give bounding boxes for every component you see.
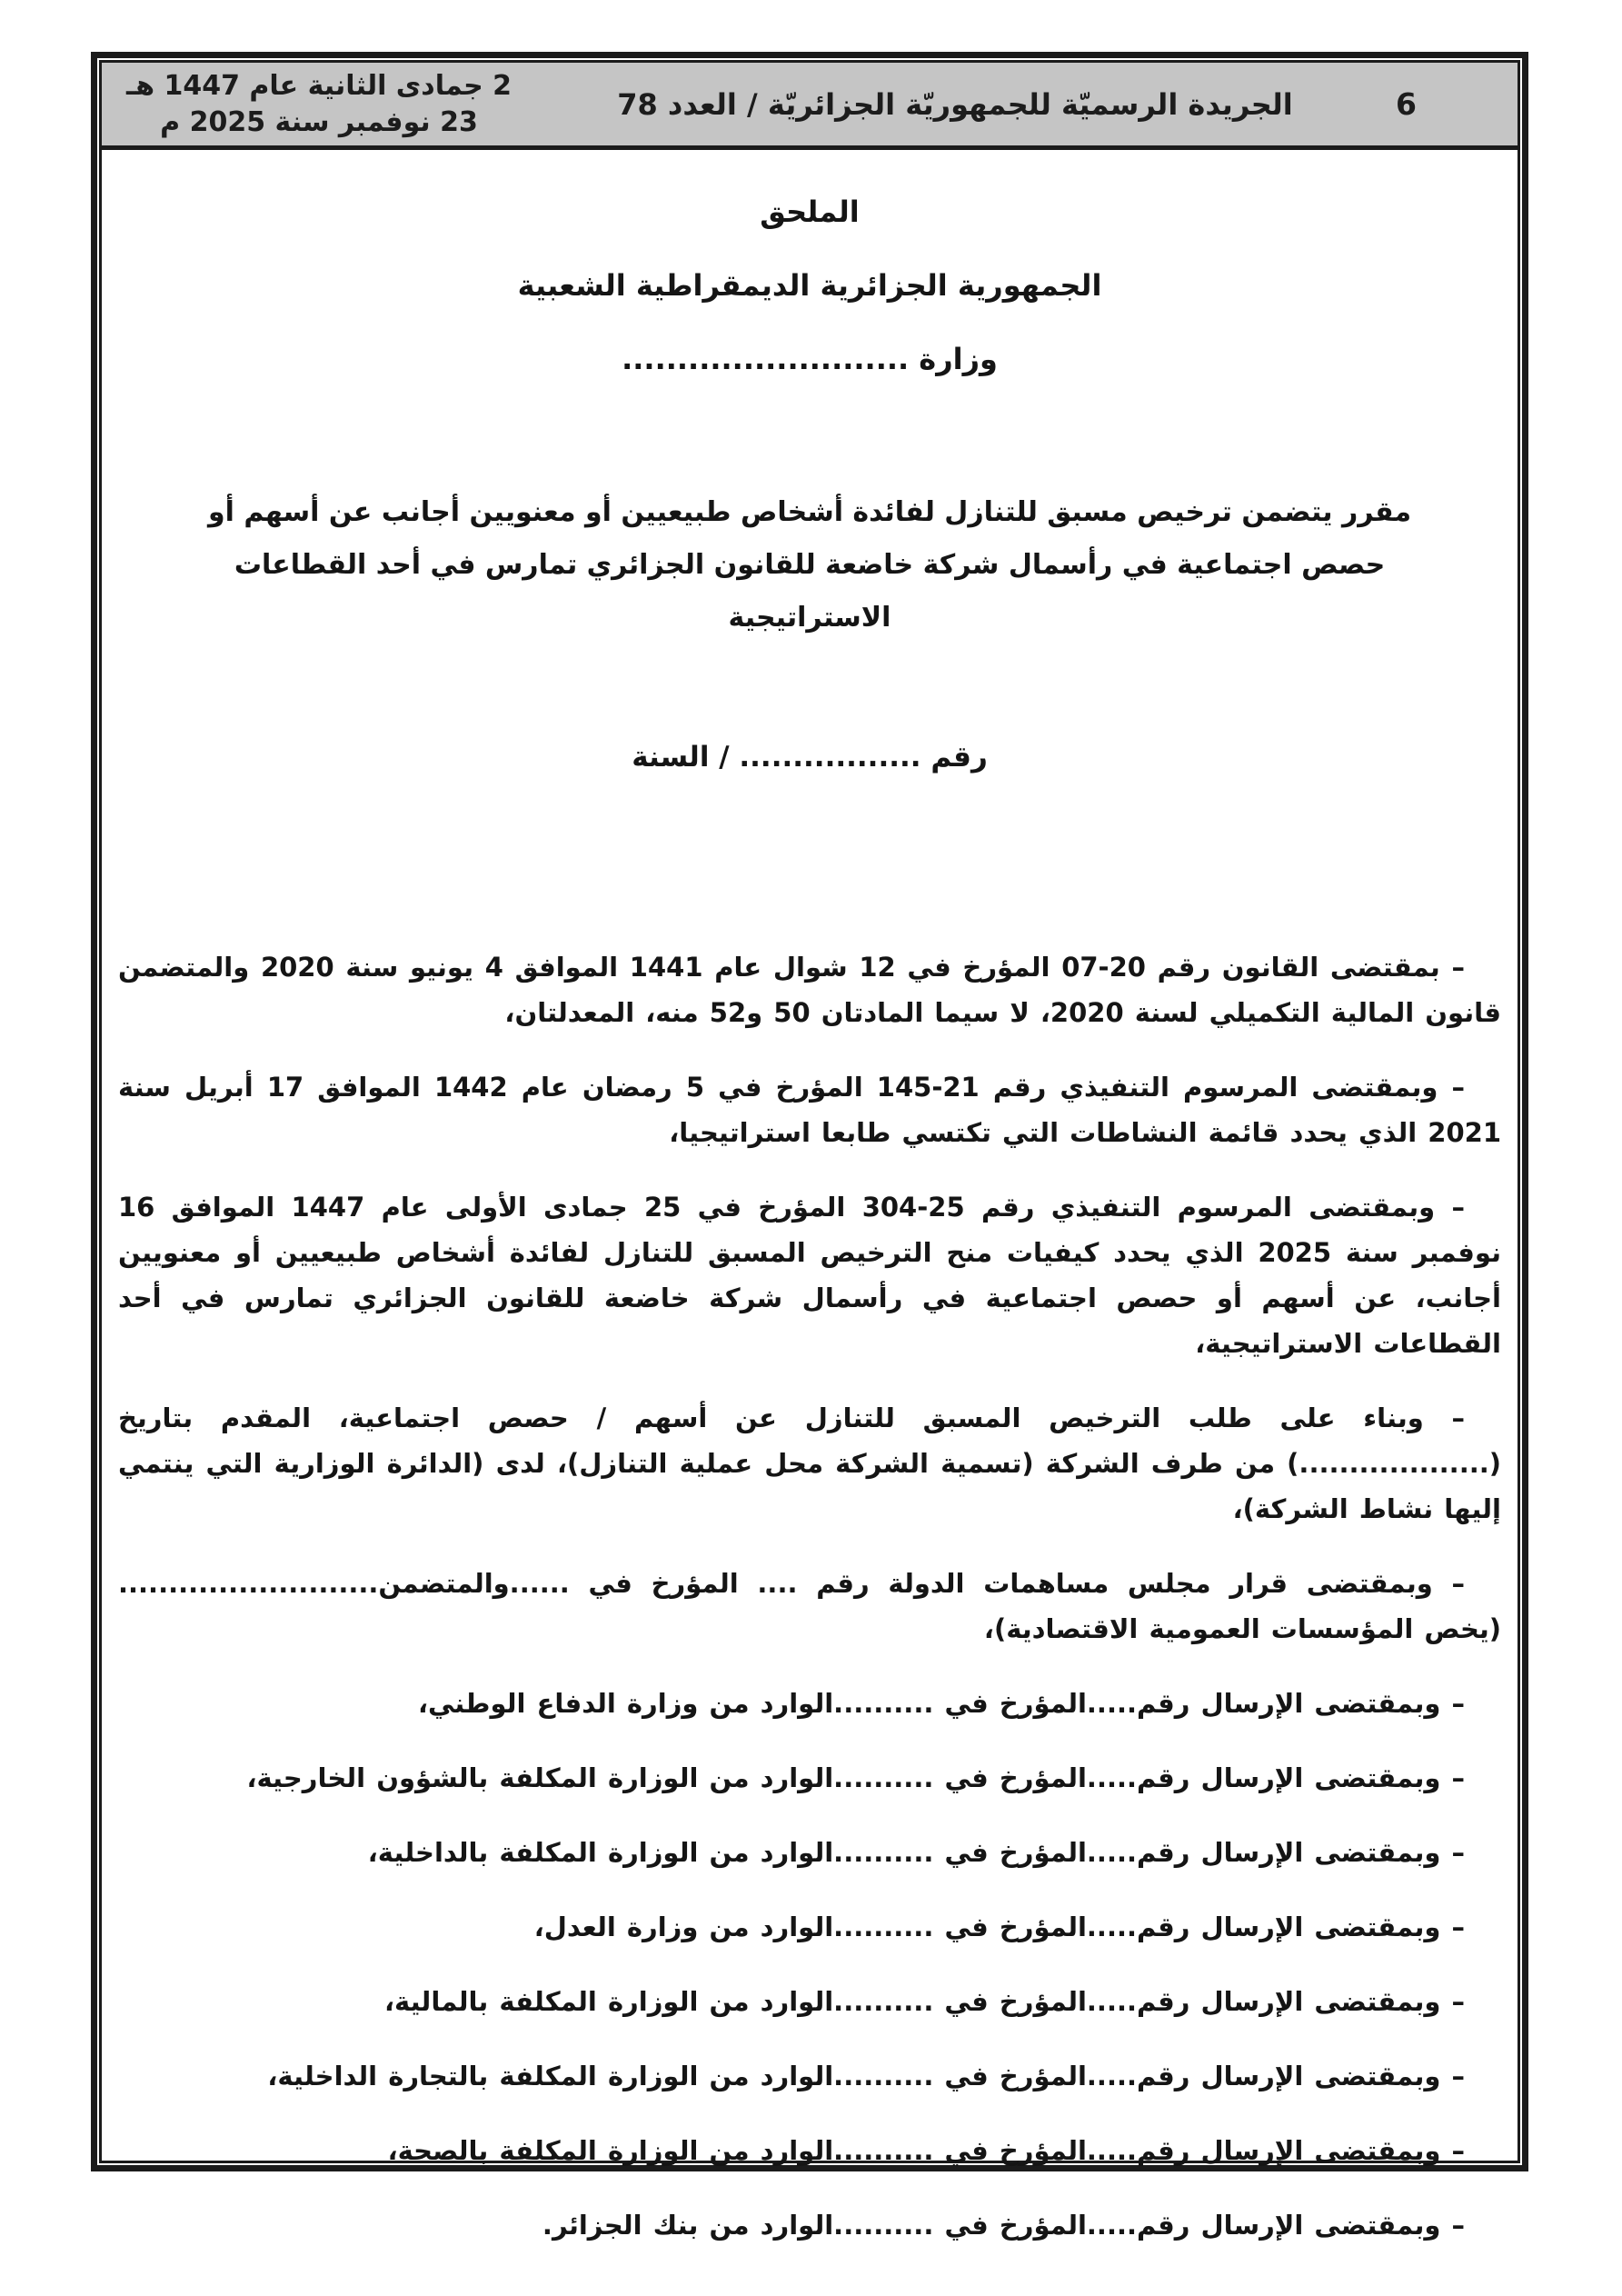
journal-title: الجريدة الرسميّة للجمهوريّة الجزائريّة / العدد 78 — [617, 86, 1293, 122]
republic-heading: الجمهورية الجزائرية الديمقراطية الشعبية — [517, 268, 1102, 303]
visa-paragraph: – وبمقتضى الإرسال رقم.....المؤرخ في ..........الوارد من الوزارة المكلفة بالمالية، — [383, 1986, 1465, 2017]
visa-paragraph: – وبمقتضى الإرسال رقم.....المؤرخ في ..........الوارد من الوزارة المكلفة بالصحة، — [387, 2135, 1465, 2166]
visa-paragraph: – وبمقتضى الإرسال رقم.....المؤرخ في ..........الوارد من الوزارة المكلفة بالداخلية، — [367, 1837, 1465, 1868]
visa-paragraph: – وبمقتضى الإرسال رقم.....المؤرخ في ..........الوارد من بنك الجزائر. — [542, 2210, 1465, 2241]
visa-paragraph: – وبمقتضى المرسوم التنفيذي رقم 25-304 المؤرخ في 25 جمادى الأولى عام 1447 الموافق 16 نوفمبر سنة 2025 الذي يحدد كيفيات منح الترخيص المسبق للتنازل لفائدة أشخاص طبيعيين أو معنويين أجانب، عن أسهم أو حصص اجتماعية في رأسمال شركة خاضعة للقانون الجزائري تمارس في أحد القطاعات الاستراتيجية، — [118, 1192, 1501, 1359]
decision-title: مقرر يتضمن ترخيص مسبق للتنازل لفائدة أشخاص طبيعيين أو معنويين أجانب عن أسهم أو حصص اجتماعية في رأسمال شركة خاضعة للقانون الجزائري تمارس في أحد القطاعات الاستراتيجية — [207, 496, 1412, 634]
visa-paragraph: – وبمقتضى الإرسال رقم.....المؤرخ في ..........الوارد من وزارة الدفاع الوطني، — [417, 1688, 1465, 1719]
visa-paragraph: – وبمقتضى قرار مجلس مساهمات الدولة رقم .... المؤرخ في ......والمتضمن.......................... (يخص المؤسسات العمومية الاقتصادية)، — [118, 1568, 1501, 1644]
page-frame-inner — [99, 60, 1520, 2241]
visa-paragraph: – وبمقتضى الإرسال رقم.....المؤرخ في ..........الوارد من الوزارة المكلفة بالتجارة الداخلية، — [267, 2061, 1465, 2091]
visa-paragraph: – وبمقتضى الإرسال رقم.....المؤرخ في ..........الوارد من وزارة العدل، — [533, 1912, 1465, 1942]
masthead-band — [102, 63, 1518, 150]
annex-heading: الملحق — [760, 195, 860, 229]
visas-paragraphs — [118, 944, 1501, 2248]
date-gregorian: 23 نوفمبر سنة 2025 م — [160, 105, 478, 138]
document-body — [102, 150, 1518, 2277]
page-number: 6 — [1396, 86, 1417, 122]
visa-paragraph: – وبمقتضى المرسوم التنفيذي رقم 21-145 المؤرخ في 5 رمضان عام 1442 الموافق 17 أبريل سنة 2021 الذي يحدد قائمة النشاطات التي تكتسي طابعا استراتيجيا، — [118, 1072, 1501, 1148]
page-frame — [91, 52, 1528, 2241]
visa-paragraph: – وبمقتضى الإرسال رقم.....المؤرخ في ..........الوارد من الوزارة المكلفة بالشؤون الخارجية، — [246, 1762, 1465, 1793]
decision-number-line: رقم ................. / السنة — [632, 741, 988, 774]
date-hijri: 2 جمادى الثانية عام 1447 هـ — [125, 69, 512, 102]
visa-paragraph: – بمقتضى القانون رقم 20-07 المؤرخ في 12 شوال عام 1441 الموافق 4 يونيو سنة 2020 والمتضمن قانون المالية التكميلي لسنة 2020، لا سيما المادتان 50 و52 منه، المعدلتان، — [118, 952, 1501, 1028]
ministry-line: وزارة .......................... — [622, 342, 998, 376]
visa-paragraph: – وبناء على طلب الترخيص المسبق للتنازل عن أسهم / حصص اجتماعية، المقدم بتاريخ (...................) من طرف الشركة (تسمية الشركة محل عملية التنازل)، لدى (الدائرة الوزارية التي ينتمي إليها نشاط الشركة)، — [118, 1403, 1501, 1524]
issue-dates — [124, 68, 514, 141]
